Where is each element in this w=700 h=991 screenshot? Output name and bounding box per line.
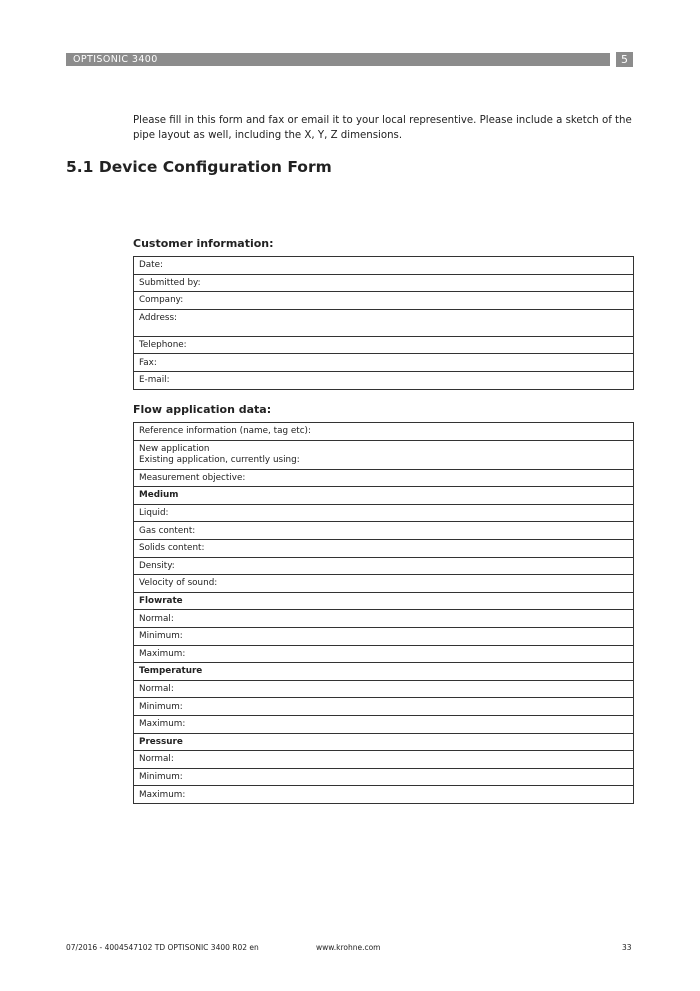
form-row	[134, 592, 634, 610]
pressure-normal-field[interactable]: Normal:	[134, 751, 634, 769]
liquid-field[interactable]: Liquid:	[134, 504, 634, 522]
velocity-of-sound-field[interactable]: Velocity of sound:	[134, 575, 634, 593]
telephone-field[interactable]: Telephone:	[134, 336, 634, 354]
flowrate-normal-field[interactable]: Normal:	[134, 610, 634, 628]
solids-content-field[interactable]: Solids content:	[134, 539, 634, 557]
date-field[interactable]: Date:	[134, 257, 634, 275]
section-heading: 5.1 Device Configuration Form	[66, 158, 332, 176]
form-row	[134, 336, 634, 354]
form-row	[134, 522, 634, 540]
company-field[interactable]: Company:	[134, 292, 634, 310]
flow-data-table	[133, 422, 634, 804]
form-row	[134, 698, 634, 716]
form-row	[134, 557, 634, 575]
measurement-objective-field[interactable]: Measurement objective:	[134, 469, 634, 487]
existing-application-label: Existing application, currently using:	[139, 454, 300, 465]
customer-info-table	[133, 256, 634, 390]
header-title: OPTISONIC 3400	[73, 54, 158, 65]
form-row	[134, 680, 634, 698]
form-row	[134, 733, 634, 751]
pressure-maximum-field[interactable]: Maximum:	[134, 786, 634, 804]
form-row	[134, 751, 634, 769]
form-row	[134, 539, 634, 557]
pressure-minimum-field[interactable]: Minimum:	[134, 768, 634, 786]
flowrate-heading: Flowrate	[134, 592, 634, 610]
application-type-field[interactable]	[134, 440, 634, 469]
footer-document-id: 07/2016 - 4004547102 TD OPTISONIC 3400 R02 en	[66, 943, 259, 952]
form-row	[134, 274, 634, 292]
form-row	[134, 423, 634, 441]
form-row	[134, 645, 634, 663]
form-row	[134, 292, 634, 310]
form-row	[134, 715, 634, 733]
pressure-heading: Pressure	[134, 733, 634, 751]
form-row	[134, 627, 634, 645]
form-row	[134, 663, 634, 681]
form-row	[134, 786, 634, 804]
medium-heading: Medium	[134, 487, 634, 505]
temperature-normal-field[interactable]: Normal:	[134, 680, 634, 698]
form-row	[134, 575, 634, 593]
header-bar	[66, 53, 610, 66]
form-row	[134, 257, 634, 275]
footer-website: www.krohne.com	[316, 943, 381, 952]
customer-info-title: Customer information:	[133, 237, 274, 250]
fax-field[interactable]: Fax:	[134, 354, 634, 372]
chapter-number: 5	[616, 52, 633, 67]
footer-page-number: 33	[622, 943, 632, 952]
temperature-heading: Temperature	[134, 663, 634, 681]
form-row	[134, 440, 634, 469]
form-row	[134, 504, 634, 522]
flow-data-title: Flow application data:	[133, 403, 272, 416]
form-row	[134, 371, 634, 389]
email-field[interactable]: E-mail:	[134, 371, 634, 389]
density-field[interactable]: Density:	[134, 557, 634, 575]
gas-content-field[interactable]: Gas content:	[134, 522, 634, 540]
form-row	[134, 487, 634, 505]
temperature-minimum-field[interactable]: Minimum:	[134, 698, 634, 716]
address-field[interactable]: Address:	[134, 309, 634, 336]
form-row	[134, 610, 634, 628]
new-application-label: New application	[139, 444, 210, 455]
submitted-by-field[interactable]: Submitted by:	[134, 274, 634, 292]
intro-text: Please fill in this form and fax or email it to your local representive. Please include a sketch of the pipe layout as well, including the X, Y, Z dimensions.	[133, 115, 632, 141]
reference-field[interactable]: Reference information (name, tag etc):	[134, 423, 634, 441]
temperature-maximum-field[interactable]: Maximum:	[134, 715, 634, 733]
form-row	[134, 469, 634, 487]
flowrate-maximum-field[interactable]: Maximum:	[134, 645, 634, 663]
form-row	[134, 354, 634, 372]
flowrate-minimum-field[interactable]: Minimum:	[134, 627, 634, 645]
form-row	[134, 309, 634, 336]
form-row	[134, 768, 634, 786]
